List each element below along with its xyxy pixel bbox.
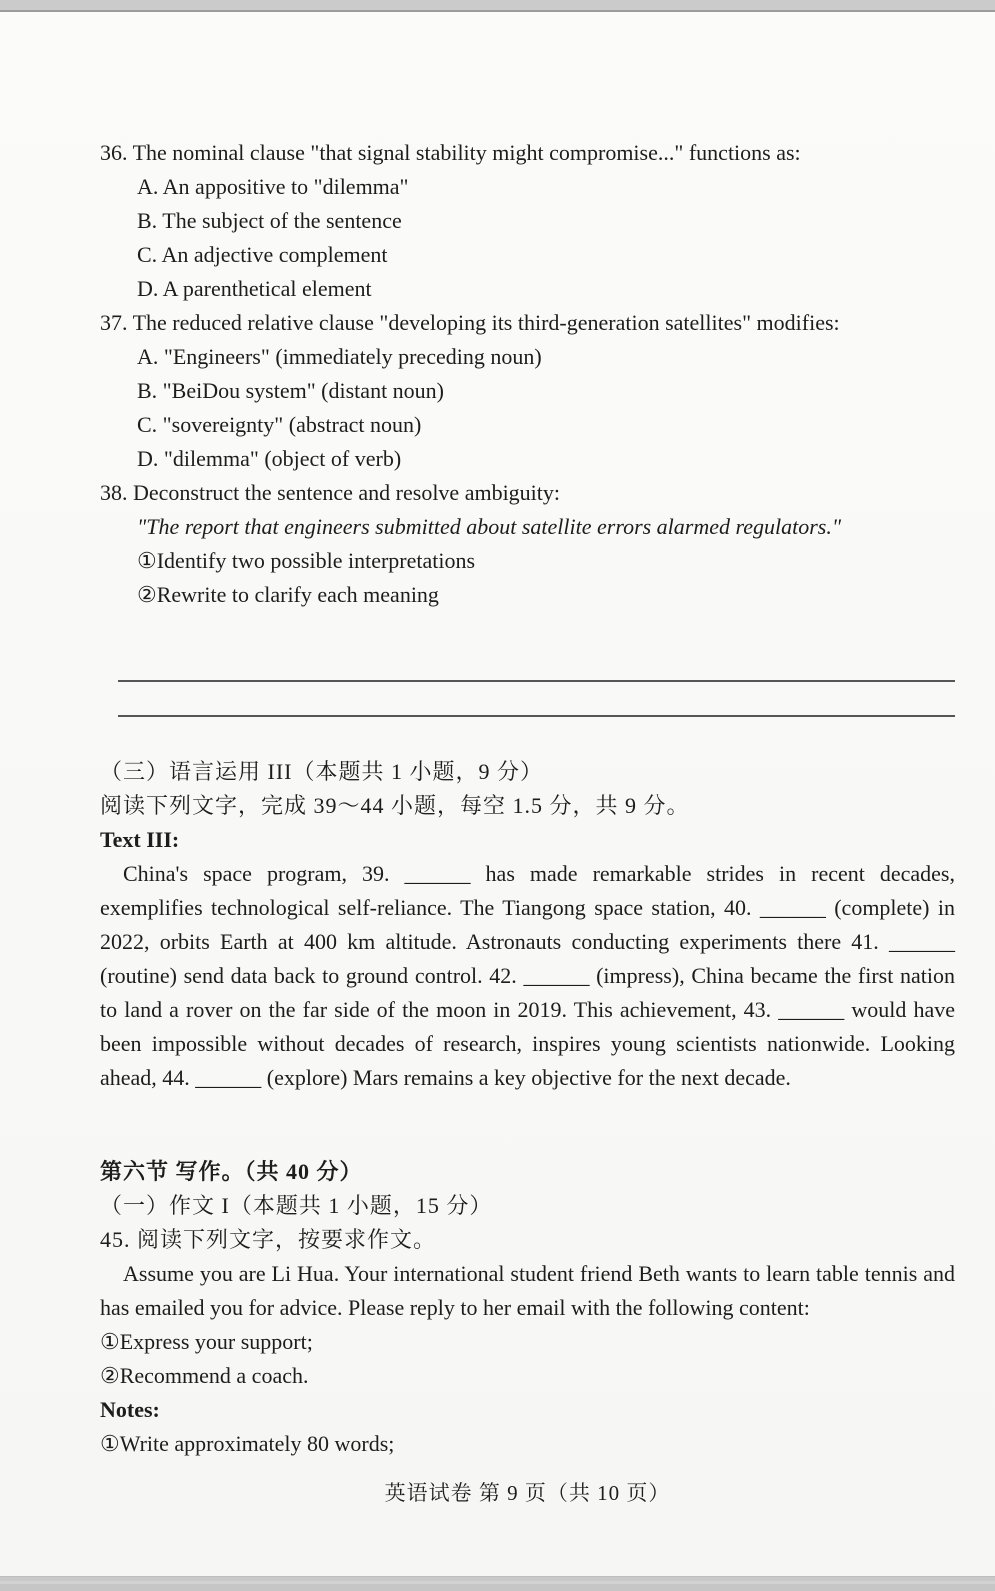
question-37-option-d: D. "dilemma" (object of verb) (137, 446, 402, 471)
question-38-task-1: ①Identify two possible interpretations (137, 548, 476, 573)
answer-blank-line-2 (118, 715, 955, 717)
question-38-quote: "The report that engineers submitted about satellite errors alarmed regulators." (137, 514, 842, 539)
question-36-option-a: A. An appositive to "dilemma" (137, 174, 409, 199)
scan-bottom-border (0, 1576, 995, 1591)
question-37-option-b: B. "BeiDou system" (distant noun) (137, 378, 445, 403)
language-use-section-heading: （三）语言运用 III（本题共 1 小题，9 分） (100, 759, 543, 784)
question-45-stem: 45. 阅读下列文字，按要求作文。 (100, 1227, 437, 1252)
notes-label: Notes: (100, 1397, 160, 1422)
note-word-count: ①Write approximately 80 words; (100, 1431, 395, 1456)
text-iii-cloze-paragraph: China's space program, 39. ______ has made remarkable strides in recent decades, exemplifies technological self-reliance. The Tiangong space station, 40. ______ (complete) in 2022, orbits Earth at 400 km altitude. Astronauts conducting experiments there 41. ______ (routine) send data back to ground control. 42. ______ (impress), China became the first nation to land a rover on the far side of the moon in 2019. This achievement, 43. ______ would have been impossible without decades of research, inspires young scientists nationwide. Looking ahead, 44. ______ (explore) Mars remains a key objective for the next decade. (100, 861, 955, 1090)
question-37-option-a: A. "Engineers" (immediately preceding noun) (137, 344, 542, 369)
writing-section-subheading: （一）作文 I（本题共 1 小题，15 分） (100, 1193, 493, 1218)
writing-section-heading: 第六节 写作。（共 40 分） (100, 1159, 363, 1184)
language-use-instruction: 阅读下列文字，完成 39～44 小题，每空 1.5 分，共 9 分。 (100, 793, 690, 818)
question-38-task-2: ②Rewrite to clarify each meaning (137, 582, 439, 607)
text-iii-label: Text III: (100, 827, 180, 852)
question-37-option-c: C. "sovereignty" (abstract noun) (137, 412, 422, 437)
question-36-option-b: B. The subject of the sentence (137, 208, 402, 233)
question-36-stem: 36. The nominal clause "that signal stability might compromise..." functions as: (100, 140, 801, 165)
question-45-point-2: ②Recommend a coach. (100, 1363, 309, 1388)
question-36-option-c: C. An adjective complement (137, 242, 388, 267)
question-45-prompt: Assume you are Li Hua. Your international student friend Beth wants to learn table tennis and has emailed you for advice. Please reply to her email with the following content: (100, 1261, 955, 1320)
page-footer: 英语试卷 第 9 页（共 10 页） (384, 1481, 671, 1505)
question-36-option-d: D. A parenthetical element (137, 276, 372, 301)
answer-blank-line-1 (118, 680, 955, 682)
question-38-stem: 38. Deconstruct the sentence and resolve ambiguity: (100, 480, 561, 505)
question-37-stem: 37. The reduced relative clause "developing its third-generation satellites" modifies: (100, 310, 840, 335)
question-45-point-1: ①Express your support; (100, 1329, 313, 1354)
